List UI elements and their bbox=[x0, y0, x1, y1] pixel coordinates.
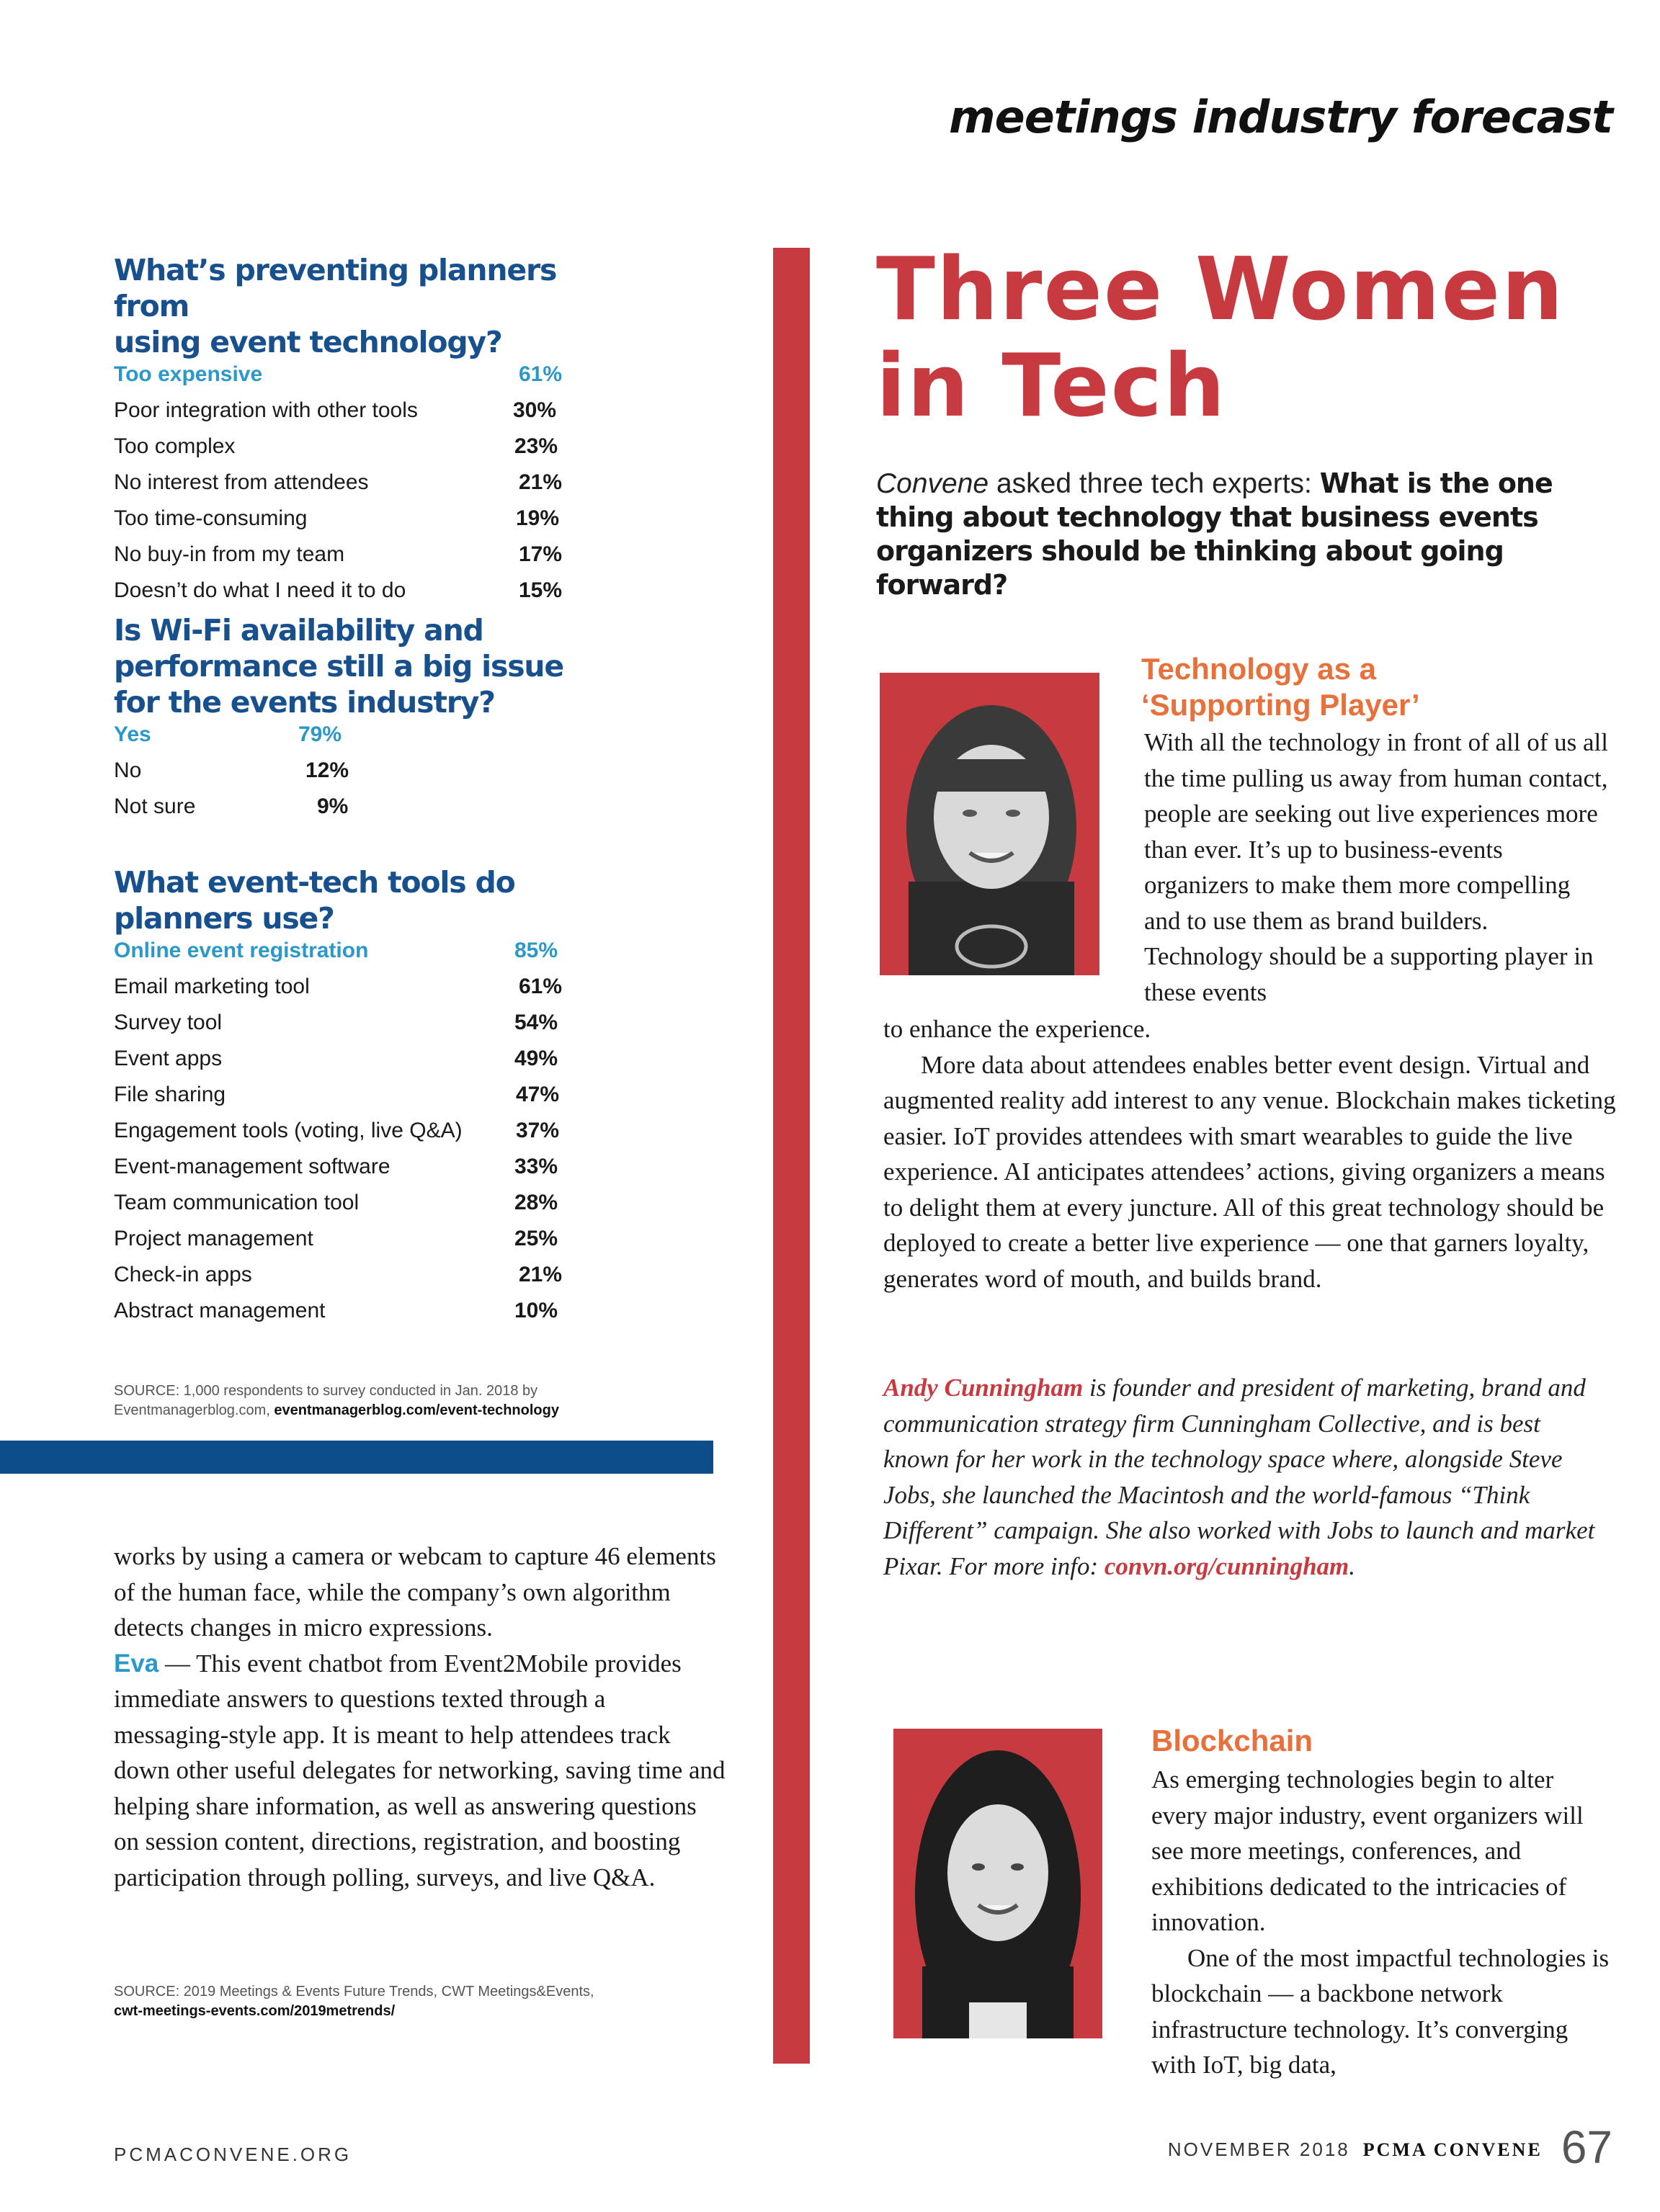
expert1-bio-link[interactable]: convn.org/cunningham bbox=[1104, 1551, 1349, 1580]
expert2-body bbox=[1151, 1762, 1612, 2083]
expert2-photo bbox=[893, 1729, 1102, 2038]
expert1-cont: to enhance the experience. bbox=[883, 1015, 1151, 1043]
footer-info bbox=[1168, 2121, 1612, 2174]
footer-brand: PCMA CONVENE bbox=[1362, 2139, 1543, 2160]
expert2-heading: Blockchain bbox=[1151, 1724, 1313, 1757]
survey-tools: What event-tech tools do planners use? Online event registration 85% Email marketing tool 61% Survey tool 54% Event apps 49% File sharing 47% Engagement tools (voting, live Q&A) 37% Event-management software 33% Team communication tool 28% Project management 25% Check-in apps 21% Abstract management 10% bbox=[114, 864, 618, 1325]
expert2-portrait bbox=[893, 1729, 1102, 2038]
expert1-name: Andy Cunningham bbox=[883, 1374, 1084, 1402]
footer-month: NOVEMBER 2018 bbox=[1167, 2139, 1350, 2160]
expert1-para2: More data about attendees enables better event design. Virtual and augmented reality add interest to any venue. Blockchain makes ticketing easier. IoT provides attendees with smart wearables to guide the live experience. AI anticipates attendees’ actions, giving organizers a means to delight them at every juncture. All of this great technology should be deployed to create a better live experience — one that garners loyalty, generates word of mouth, and builds brand. bbox=[883, 1050, 1616, 1293]
expert2-para2: One of the most impactful technologies is blockchain — a backbone network infrastructure technology. It’s converging with IoT, big data, bbox=[1151, 1943, 1610, 2079]
eva-label: Eva bbox=[114, 1649, 159, 1678]
left-article-p2: Eva — This event chatbot from Event2Mobile provides immediate answers to questions texted through a messaging-style app. It is meant to help attendees track down other useful delegates for networking, saving time and helping share information, as well as answering questions on session content, directions, registration, and boosting participation through polling, surveys, and live Q&A. bbox=[114, 1649, 726, 1891]
survey-preventing: What’s preventing planners from using event technology? Too expensive 61% Poor integration with other tools 30% Too complex 23% No interest from attendees 21% Too time-consuming 19% No buy-in from my team 17% Doesn’t do what I need it to do 15% bbox=[114, 252, 575, 569]
feature-title: Three Women in Tech bbox=[876, 240, 1565, 436]
expert1-wrap-text: With all the technology in front of all of us all the time pulling us away from human contact, people are seeking out live experiences more than ever. It’s up to business-events organizers to make them more compelling and to use them as brand builders. Technology should be a supporting player in these events bbox=[1144, 728, 1608, 1006]
left-article-p1: works by using a camera or webcam to capture 46 elements of the human face, while the company’s own algorithm detects changes in micro expressions. bbox=[114, 1542, 716, 1642]
survey-source-link[interactable]: eventmanagerblog.com/event-technology bbox=[274, 1402, 559, 1418]
survey-preventing-title: What’s preventing planners from using event technology? bbox=[114, 253, 557, 359]
section-divider-bar bbox=[0, 1441, 713, 1474]
expert1-portrait bbox=[880, 673, 1099, 975]
expert1-photo bbox=[880, 673, 1099, 975]
left-article-source: SOURCE: 2019 Meetings & Events Future Trends, CWT Meetings&Events, cwt-meetings-events.com/2019metrends/ bbox=[114, 1984, 594, 2019]
left-article bbox=[114, 1539, 726, 1895]
survey-wifi-title: Is Wi-Fi availability and performance still a big issue for the events industry? bbox=[114, 613, 564, 720]
expert1-body bbox=[883, 1011, 1618, 1297]
feature-intro: Convene asked three tech experts: What is the one thing about technology that business events organizers should be thinking about going forward? bbox=[876, 467, 1553, 601]
expert1-bio: Andy Cunningham is founder and president of marketing, brand and communication strategy firm Cunningham Collective, and is best known for her work in the technology space where, alongside Steve Jobs, she launched the Macintosh and the world-famous “Think Different” campaign. She also worked with Jobs to launch and market Pixar. For more info: convn.org/cunningham. bbox=[883, 1374, 1595, 1580]
section-tag: meetings industry forecast bbox=[949, 91, 1612, 143]
survey-source: SOURCE: 1,000 respondents to survey conducted in Jan. 2018 by Eventmanagerblog.com, eventmanagerblog.com/event-technology bbox=[114, 1383, 559, 1418]
survey-wifi: Is Wi-Fi availability and performance still a big issue for the events industry? Yes 79% No 12% Not sure 9% bbox=[114, 612, 618, 821]
footer-website[interactable]: PCMACONVENE.ORG bbox=[114, 2144, 352, 2165]
left-article-source-link[interactable]: cwt-meetings-events.com/2019metrends/ bbox=[114, 2003, 396, 2019]
expert2-para1: As emerging technologies begin to alter every major industry, event organizers will see more meetings, conferences, and exhibitions dedicated to the intricacies of innovation. bbox=[1151, 1765, 1584, 1936]
expert1-heading: Technology as a ‘Supporting Player’ bbox=[1141, 652, 1420, 722]
page-number: 67 bbox=[1561, 2121, 1612, 2173]
red-vertical-rule bbox=[773, 248, 810, 2064]
survey-tools-title: What event-tech tools do planners use? bbox=[114, 865, 515, 936]
